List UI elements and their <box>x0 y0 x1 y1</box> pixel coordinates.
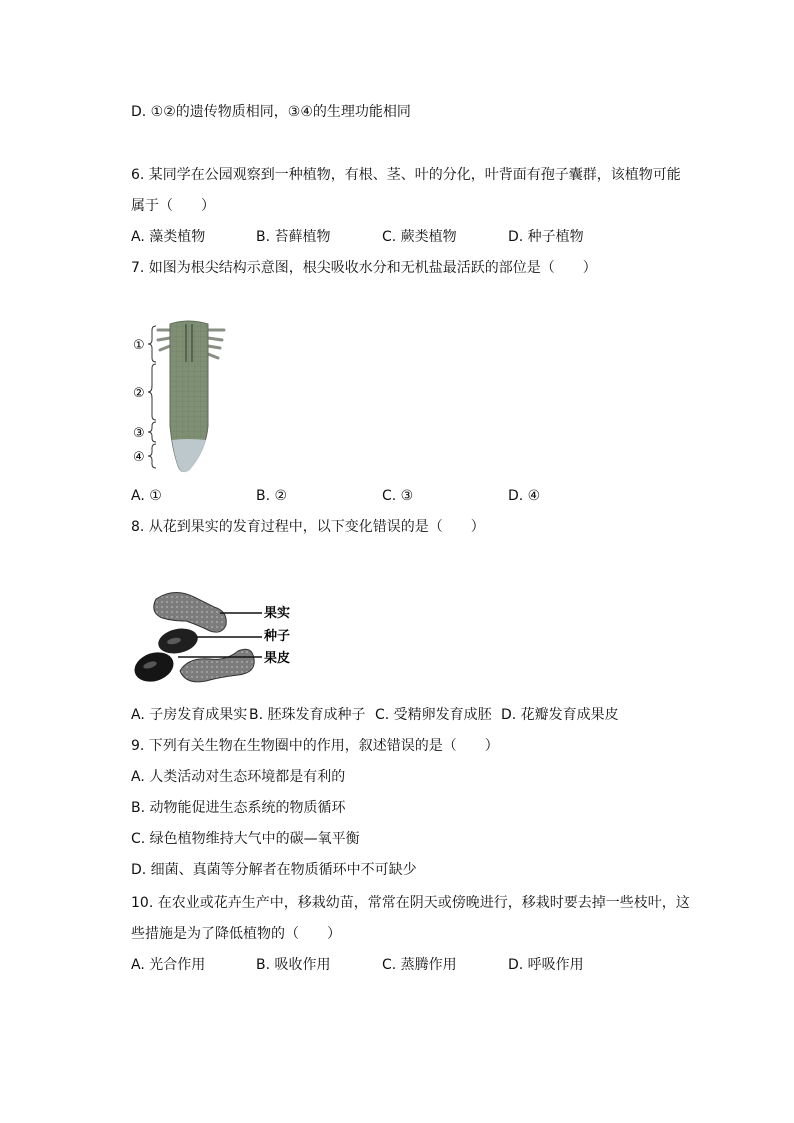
q7-options <box>131 486 731 506</box>
q7-option-c: C. ③ <box>382 488 414 504</box>
peanut-fruit <box>154 592 227 632</box>
q7-option-a: A. ① <box>131 488 162 504</box>
label-fruit: 果实 <box>264 606 291 621</box>
zone-label-4: ④ <box>133 450 145 465</box>
q8-option-b: B. 胚珠发育成种子 <box>249 707 366 723</box>
zone-brackets <box>148 326 156 468</box>
root-cap <box>172 439 206 472</box>
q6-option-c: C. 蕨类植物 <box>382 229 457 245</box>
q6-option-a: A. 藻类植物 <box>131 229 206 245</box>
root-tip-figure <box>128 316 238 480</box>
q6-option-b: B. 苔藓植物 <box>256 229 331 245</box>
q6-stem-line2: 属于（ ） <box>131 198 215 214</box>
q9-option-d: D. 细菌、真菌等分解者在物质循环中不可缺少 <box>131 862 417 878</box>
q6-stem-line1: 6. 某同学在公园观察到一种植物，有根、茎、叶的分化，叶背面有孢子囊群，该植物可能 <box>131 167 681 183</box>
peanut-pericarp <box>180 649 254 682</box>
label-seed: 种子 <box>264 629 291 644</box>
label-pericarp: 果皮 <box>264 651 291 666</box>
q10-option-d: D. 呼吸作用 <box>508 957 584 973</box>
q5-option-d: D. ①②的遗传物质相同，③④的生理功能相同 <box>131 104 411 120</box>
zone-label-2: ② <box>133 386 145 401</box>
zone-label-3: ③ <box>133 426 145 441</box>
q7-stem: 7. 如图为根尖结构示意图，根尖吸收水分和无机盐最活跃的部位是（ ） <box>131 260 597 276</box>
q9-option-b: B. 动物能促进生态系统的物质循环 <box>131 800 346 816</box>
q10-option-b: B. 吸收作用 <box>256 957 331 973</box>
q7-option-b: B. ② <box>256 488 288 504</box>
q8-option-d: D. 花瓣发育成果皮 <box>501 707 619 723</box>
zone-label-1: ① <box>133 338 145 353</box>
q10-stem-line2: 些措施是为了降低植物的（ ） <box>131 926 341 942</box>
q7-option-d: D. ④ <box>508 488 541 504</box>
q6-option-d: D. 种子植物 <box>508 229 584 245</box>
peanut-seed-2 <box>131 648 178 687</box>
q10-options <box>131 955 731 975</box>
q9-option-a: A. 人类活动对生态环境都是有利的 <box>131 769 346 785</box>
q8-options <box>131 705 731 725</box>
q8-stem: 8. 从花到果实的发育过程中，以下变化错误的是（ ） <box>131 519 485 535</box>
q9-stem: 9. 下列有关生物在生物圈中的作用，叙述错误的是（ ） <box>131 738 499 754</box>
q6-options <box>131 227 731 247</box>
q10-option-a: A. 光合作用 <box>131 957 206 973</box>
q9-option-c: C. 绿色植物维持大气中的碳—氧平衡 <box>131 831 360 847</box>
q10-stem-line1: 10. 在农业或花卉生产中，移栽幼苗，常常在阴天或傍晚进行，移栽时要去掉一些枝叶，这 <box>131 895 690 911</box>
peanut-figure <box>130 585 302 689</box>
q8-option-c: C. 受精卵发育成胚 <box>375 707 492 723</box>
q10-option-c: C. 蒸腾作用 <box>382 957 457 973</box>
q8-option-a: A. 子房发育成果实 <box>131 707 248 723</box>
